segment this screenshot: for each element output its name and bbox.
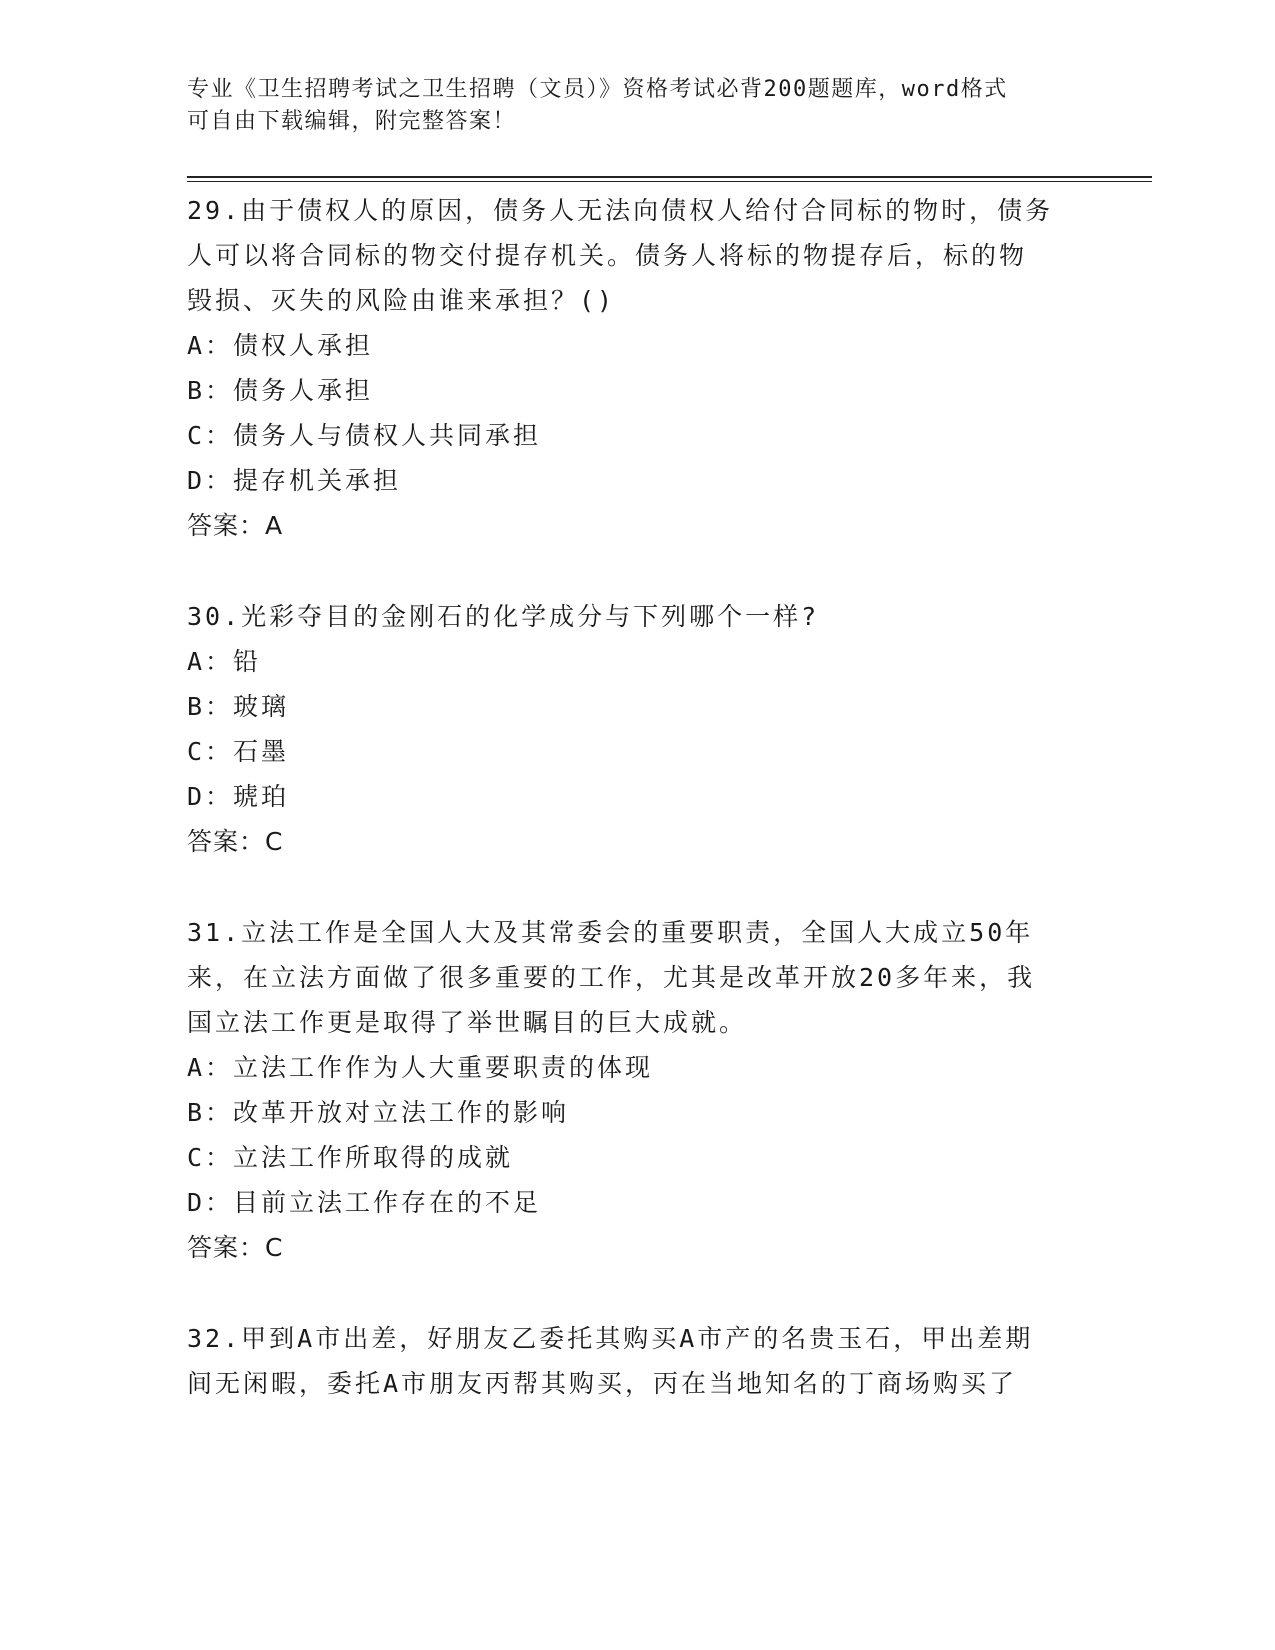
header-divider-thin [187,181,1152,182]
option-d: D：提存机关承担 [187,466,402,495]
option-a: A：铅 [187,647,262,676]
question-stem-line: 毁损、灭失的风险由谁来承担？() [187,286,616,315]
header-line-1: 专业《卫生招聘考试之卫生招聘（文员）》资格考试必背200题题库，word格式 [187,77,1008,102]
option-b: B：玻璃 [187,692,290,721]
document-header [187,74,1067,138]
option-c: C：债务人与债权人共同承担 [187,421,542,450]
option-d: D：目前立法工作存在的不足 [187,1188,542,1217]
header-divider-thick [187,176,1152,178]
option-d: D：琥珀 [187,782,290,811]
question-stem-line: 31.立法工作是全国人大及其常委会的重要职责，全国人大成立50年 [187,918,1034,947]
question-list [187,188,1077,1406]
question-stem-line: 29.由于债权人的原因，债务人无法向债权人给付合同标的物时，债务 [187,196,1054,225]
question-31 [187,910,1077,1270]
question-stem-line: 30.光彩夺目的金刚石的化学成分与下列哪个一样? [187,602,820,631]
question-spacer [187,548,1077,594]
option-b: B：债务人承担 [187,376,374,405]
question-stem-line: 32.甲到A市出差，好朋友乙委托其购买A市产的名贵玉石，甲出差期 [187,1324,1034,1353]
answer-line: 答案：C [187,1233,284,1262]
question-32 [187,1316,1077,1406]
question-29 [187,188,1077,548]
header-line-2: 可自由下载编辑，附完整答案！ [187,109,517,134]
question-30 [187,594,1077,864]
option-a: A：债权人承担 [187,331,374,360]
answer-line: 答案：A [187,511,284,540]
answer-line: 答案：C [187,827,284,856]
question-stem-line: 国立法工作更是取得了举世瞩目的巨大成就。 [187,1008,748,1037]
question-stem-line: 人可以将合同标的物交付提存机关。债务人将标的物提存后，标的物 [187,241,1028,270]
question-stem-line: 来，在立法方面做了很多重要的工作，尤其是改革开放20多年来，我 [187,963,1036,992]
question-spacer [187,1270,1077,1316]
option-b: B：改革开放对立法工作的影响 [187,1098,570,1127]
question-stem-line: 间无闲暇，委托A市朋友丙帮其购买，丙在当地知名的丁商场购买了 [187,1369,1018,1398]
option-a: A：立法工作作为人大重要职责的体现 [187,1053,654,1082]
question-spacer [187,864,1077,910]
option-c: C：石墨 [187,737,290,766]
option-c: C：立法工作所取得的成就 [187,1143,514,1172]
